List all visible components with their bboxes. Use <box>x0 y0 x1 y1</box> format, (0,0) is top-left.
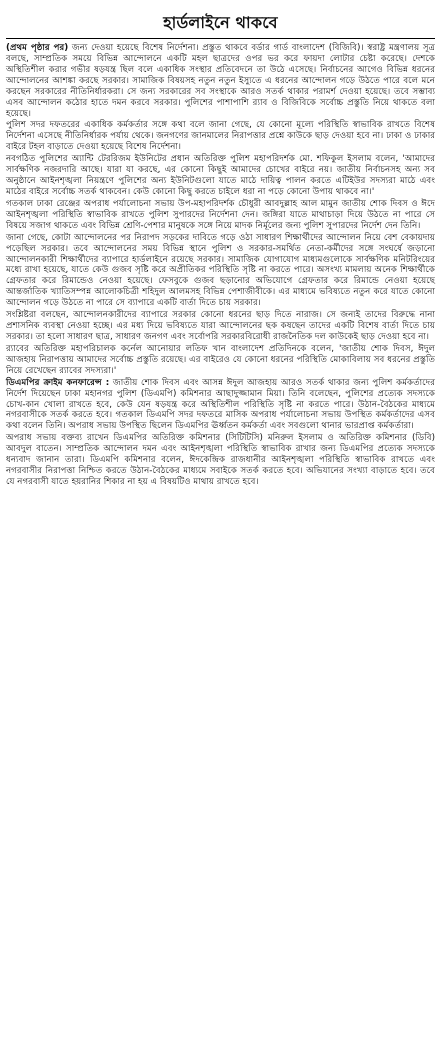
paragraph-8 <box>6 378 435 433</box>
paragraph-1 <box>6 43 435 119</box>
paragraph-1-lead: (প্রথম পৃষ্ঠার পর) <box>6 43 69 53</box>
paragraph-9 <box>6 433 435 488</box>
paragraph-3 <box>6 154 435 198</box>
headline-bar <box>6 8 435 39</box>
paragraph-3-text: নবগঠিত পুলিশের অ্যান্টি টেররিজম ইউনিটের প্রধান অতিরিক্ত পুলিশ মহাপরিদর্শক মো. শফিকুল ইসলাম বলেন, 'আমাদের সার্বক্ষণিক নজরদারি আছে। যারা যা করছে, এর কোনো কিছুই আমাদের চোখের বাইরে নয়। জাতীয় নির্বাচনসহ অন্য সব অনুষ্ঠানে আইনশৃঙ্খলা নিয়ন্ত্রণে পুলিশের অন্য ইউনিটগুলো যাতে মাঠে দায়িত্ব পালন করতে এটিইউর সদস্যরা মাঠে এবং মাঠের বাইরে সর্বোচ্চ সতর্ক থাকবেন। কেউ কোনো কিছু করতে চাইলে ধরা না পড়ে কোনো উপায় থাকবে না।' <box>6 154 435 197</box>
paragraph-4 <box>6 199 435 232</box>
paragraph-8-text: জাতীয় শোক দিবস এবং আসন্ন ঈদুল আজহায় আরও সতর্ক থাকার জন্য পুলিশ কর্মকর্তাদের নির্দেশ দিয়েছেন ঢাকা মহানগর পুলিশ (ডিএমপি) কমিশনার আছাদুজ্জামান মিয়া। তিনি বলেছেন, পুলিশের প্রত্যেক সদস্যকে চোখ-কান খোলা রাখতে হবে, কেউ যেন ষড়যন্ত্র করে অস্থিতিশীল পরিস্থিতি সৃষ্টি না করতে পারে। উঠান-বৈঠকের মাধ্যমে নগরবাসীকে সতর্ক করতে হবে। গতকাল ডিএমপি সদর দফতরে মাসিক অপরাধ পর্যালোচনা সভায় উপস্থিত কর্মকর্তাদের এসব কথা বলেন তিনি। অপরাধ সভায় উপস্থিত ছিলেন ডিএমপির ঊর্ধ্বতন কর্মকর্তা এবং সবগুলো থানার ভারপ্রাপ্ত কর্মকর্তারা। <box>6 377 435 432</box>
paragraph-4-text: গতকাল ঢাকা রেঞ্জের অপরাধ পর্যালোচনা সভায় উপ-মহাপরিদর্শক চৌধুরী আবদুল্লাহ আল মামুন জাতীয় শোক দিবস ও ঈদে আইনশৃঙ্খলা পরিস্থিতি স্বাভাবিক রাখতে পুলিশ সুপারদের নির্দেশনা দেন। জঙ্গিরা যাতে মাথাচাড়া দিয়ে উঠতে না পারে সে বিষয়ে সজাগ থাকতে এবং বিভিন্ন শ্রেণি-পেশার মানুষকে সঙ্গে নিয়ে মাদক নির্মূলের জন্য পুলিশ সুপারদের নির্দেশ দেন তিনি। <box>6 198 435 231</box>
paragraph-7 <box>6 344 435 377</box>
paragraph-7-text: র‍্যাবের অতিরিক্ত মহাপরিচালক কর্নেল আনোয়ার লতিফ খান বাংলাদেশ প্রতিদিনকে বলেন, 'জাতীয় শোক দিবস, ঈদুল আজহায় নিরাপত্তায় আমাদের সর্বোচ্চ প্রস্তুতি রয়েছে। এর বাইরেও যে কোনো ধরনের পরিস্থিতি মোকাবিলায় সব ধরনের প্রস্তুতি নিয়ে রেখেছেন র‍্যাবের সদস্যরা।' <box>6 343 435 376</box>
paragraph-2-text: পুলিশ সদর দফতরের একাধিক কর্মকর্তার সঙ্গে কথা বলে জানা গেছে, যে কোনো মূল্যে পরিস্থিতি স্বাভাবিক রাখতে বিশেষ নির্দেশনা এসেছে নীতিনির্ধারক পর্যায় থেকে। জনগণের জানমালের নিরাপত্তার প্রশ্নে কাউকে ছাড় দেওয়া হবে না। ঢাকা ও ঢাকার বাইরে টহল বাড়াতে দেওয়া হয়েছে বিশেষ নির্দেশনা। <box>6 120 435 153</box>
paragraph-9-text: অপরাধ সভায় বক্তব্য রাখেন ডিএমপির অতিরিক্ত কমিশনার (সিটিটিসি) মনিরুল ইসলাম ও অতিরিক্ত কমিশনার (ডিবি) আবদুল বাতেন। সাম্প্রতিক আন্দোলন দমন এবং আইনশৃঙ্খলা পরিস্থিতি স্বাভাবিক রাখার জন্য ডিএমপির প্রত্যেক সদস্যকে ধন্যবাদ জানান তারা। ডিএমপি কমিশনার বলেন, ঈদকেন্দ্রিক রাজধানীর আইনশৃঙ্খলা পরিস্থিতি স্বাভাবিক রাখতে এবং নগরবাসীর নিরাপত্তা নিশ্চিত করতে উঠান-বৈঠকের মাধ্যমে সবাইকে সতর্ক করতে হবে। অভিযানের সংখ্যা বাড়াতে হবে। তবে যে নগরবাসী যাতে হয়রানির শিকার না হয় এ বিষয়টিও মাথায় রাখতে হবে। <box>6 433 435 487</box>
article-body <box>6 43 435 488</box>
paragraph-5 <box>6 233 435 309</box>
headline: হার্ডলাইনে থাকবে <box>163 13 278 32</box>
paragraph-5-text: জানা গেছে, কোটা আন্দোলনের পর নিরাপদ সড়কের দাবিতে গড়ে ওঠা সাধারণ শিক্ষার্থীদের আন্দোলন নিয়ে বেশ বেকায়দায় পড়েছিল সরকার। তবে আন্দোলনের সময় বিভিন্ন স্থানে পুলিশ ও সরকার-সমর্থিত নেতা-কর্মীদের সঙ্গে সংঘর্ষে জড়ানো আন্দোলনকারী শিক্ষার্থীদের ব্যাপারে হার্ডলাইনে রয়েছে সরকার। সামাজিক যোগাযোগ মাধ্যমগুলোকে সার্বক্ষণিক মনিটরিংয়ের মধ্যে রাখা হয়েছে, যাতে কেউ গুজব সৃষ্টি করে অপ্রীতিকর পরিস্থিতি সৃষ্টি না করতে পারে। অসংখ্য মামলায় অনেক শিক্ষার্থীকে গ্রেফতার করে রিমান্ডেও নেওয়া হয়েছে। ফেসবুকে গুজব ছড়ানোর অভিযোগে গ্রেফতার করে রিমান্ডে নেওয়া হয়েছে আন্তর্জাতিক খ্যাতিসম্পন্ন আলোকচিত্রী শহিদুল আলমসহ বিভিন্ন পেশাজীবীকে। এর মাধ্যমে ভবিষ্যতে নতুন করে যাতে কোনো আন্দোলন গড়ে উঠতে না পারে সে ব্যাপারে একটি বার্তা দিতে চায় সরকার। <box>6 232 435 309</box>
paragraph-1-text: জন্য দেওয়া হয়েছে বিশেষ নির্দেশনা। প্রস্তুত থাকবে বর্ডার গার্ড বাংলাদেশ (বিজিবি)। স্বরাষ্ট্র মন্ত্রণালয় সূত্র বলছে, সাম্প্রতিক সময়ে বিভিন্ন আন্দোলনে একটি মহল ছাত্রদের ওপর ভর করে ফায়দা লোটার চেষ্টা করেছে। দেশকে অস্থিতিশীল করার গভীর ষড়যন্ত্র ছিল বলে একাধিক সংস্থার প্রতিবেদনে তা উঠে এসেছে। নির্বাচনের আগেও বিভিন্ন ধরনের আন্দোলনের আশঙ্কা করছে সরকার। সামাজিক বিষয়সহ নতুন নতুন ইস্যুতে এ ধরনের আন্দোলন গড়ে উঠতে পারে বলে মনে করছেন সরকারের নীতিনির্ধারকরা। সে জন্য সরকারের সব সংস্থাকে আরও সতর্ক থাকার পরামর্শ দেওয়া হয়েছে। তবে সম্ভাব্য এসব আন্দোলন কঠোর হাতে দমন করবে সরকার। পুলিশের পাশাপাশি র‍্যাব ও বিজিবিকে সর্বোচ্চ প্রস্তুতি নিয়ে থাকতে বলা হয়েছে। <box>6 43 435 119</box>
paragraph-6-text: সংশ্লিষ্টরা বলছেন, আন্দোলনকারীদের ব্যাপারে সরকার কোনো ধরনের ছাড় দিতে নারাজ। সে জন্যই তাদের বিরুদ্ধে নানা প্রশাসনিক ব্যবস্থা নেওয়া হচ্ছে। এর মধ্য দিয়ে ভবিষ্যতে যারা আন্দোলনের ছক কষছেন তাদের একটি বিশেষ বার্তা দিতে চায় সরকার। তা হলো সাধারণ ছাত্র, সাধারণ জনগণ এবং সর্বোপরি সরকারবিরোধী রাজনৈতিক দল কাউকেই ছাড় দেওয়া হবে না। <box>6 310 435 342</box>
paragraph-6 <box>6 310 435 343</box>
paragraph-2 <box>6 120 435 153</box>
paragraph-8-lead: ডিএমপির ক্রাইম কনফারেন্স : <box>6 377 110 388</box>
